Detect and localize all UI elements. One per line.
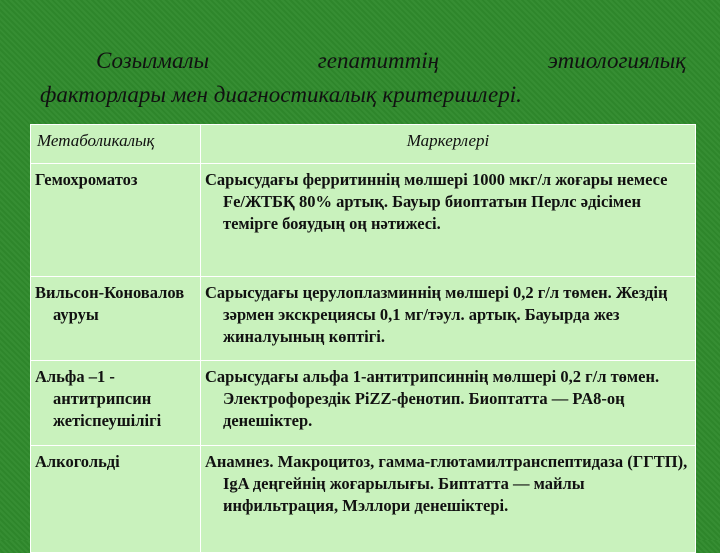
table-row xyxy=(31,361,696,446)
factor-cell: Вильсон-Коновалов ауруы xyxy=(31,277,201,361)
table-header-row xyxy=(31,125,696,164)
markers-cell: Анамнез. Макроцитоз, гамма-глютамилтранспептидаза (ГГТП), IgA деңгейнің жоғарылығы. Биптатта — майлы инфильтрация, Мэллори денешіктері. xyxy=(201,446,696,553)
table-row xyxy=(31,164,696,277)
table-row xyxy=(31,446,696,553)
markers-cell: Сарысудағы ферритиннің мөлшері 1000 мкг/л жоғары немесе Fe/ЖТБҚ 80% артық. Бауыр биоптатын Перлс әдісімен темірге бояудың оң нәтижесі. xyxy=(201,164,696,277)
factor-cell: Альфа –1 - антитрипсин жетіспеушілігі xyxy=(31,361,201,446)
etiology-table xyxy=(30,124,696,553)
title-line-2: факторлары мен диагностикалық критериилері. xyxy=(40,82,522,107)
slide-title xyxy=(40,44,686,112)
factor-cell: Гемохроматоз xyxy=(31,164,201,277)
title-line-1: Созылмалы гепатиттің этиологиялық xyxy=(96,48,686,73)
factor-cell: Алкогольді xyxy=(31,446,201,553)
markers-cell: Сарысудағы церулоплазминнің мөлшері 0,2 г/л төмен. Жездің зәрмен экскрециясы 0,1 мг/тәул. артық. Бауырда жез жиналуының көптігі. xyxy=(201,277,696,361)
header-metabolic: Метаболикалық xyxy=(31,125,201,164)
markers-cell: Сарысудағы альфа 1-антитрипсиннің мөлшері 0,2 г/л төмен. Электрофорездік PiZZ-фенотип. Биоптатта — PA8-оң денешіктер. xyxy=(201,361,696,446)
header-markers: Маркерлері xyxy=(201,125,696,164)
table-row xyxy=(31,277,696,361)
